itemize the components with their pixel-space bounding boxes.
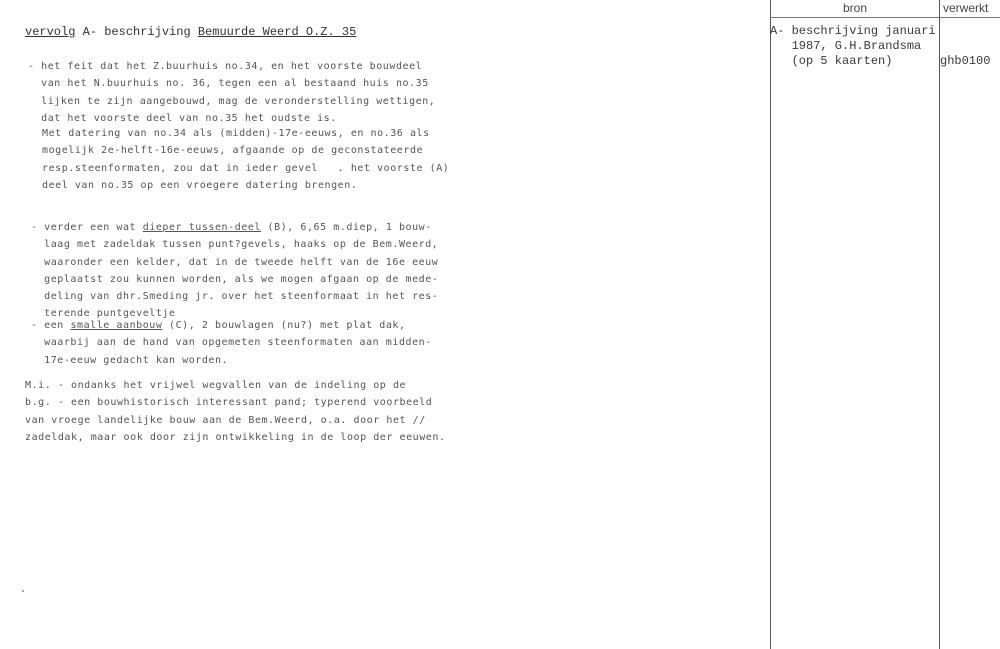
text-fragment: (C), 2 bouwlagen (nu?) met plat dak,	[162, 320, 406, 331]
text-line: waaronder een kelder, dat in de tweede helft van de 16e eeuw	[31, 256, 439, 268]
text-fragment: - verder een wat	[31, 222, 143, 233]
text-line: deling van dhr.Smeding jr. over het steenformaat in het res-	[31, 291, 439, 303]
column-header-verwerkt: verwerkt	[943, 1, 989, 15]
text-line: laag met zadeldak tussen punt?gevels, haaks op de Bem.Weerd,	[31, 239, 439, 251]
text-line: Met datering van no.34 als (midden)-17e-eeuws, en no.36 als	[42, 128, 430, 139]
paragraph-conclusion	[25, 377, 446, 446]
column-header-bron: bron	[843, 1, 868, 15]
heading-vervolg: vervolg	[25, 25, 76, 39]
text-line: M.i. - ondanks het vrijwel wegvallen van de indeling op de	[25, 380, 407, 391]
text-line: waarbij aan de hand van opgemeten steenformaten aan midden-	[31, 337, 432, 349]
verwerkt-code: ghb0100	[940, 54, 991, 68]
text-fragment: (B), 6,65 m.diep, 1 bouw-	[260, 222, 432, 233]
text-line: mogelijk 2e-helft-16e-eeuws, afgaande op de geconstateerde	[42, 145, 424, 157]
text-line: lijken te zijn aangebouwd, mag de veronderstelling wettigen,	[28, 95, 436, 107]
text-line: van vroege landelijke bouw aan de Bem.Weerd, o.a. door het //	[25, 414, 426, 426]
text-line: terende puntgeveltje	[31, 308, 176, 320]
paragraph-annex	[31, 317, 432, 369]
text-line	[31, 317, 432, 334]
text-line: b.g. - een bouwhistorisch interessant pand; typerend voorbeeld	[25, 397, 433, 409]
source-line: 1987, G.H.Brandsma	[770, 39, 922, 53]
underlined-term: dieper tussen-deel	[142, 222, 261, 233]
text-fragment: - een	[31, 320, 71, 331]
text-line: zadeldak, maar ook door zijn ontwikkeling in de loop der eeuwen.	[25, 431, 446, 443]
underlined-term: smalle aanbouw	[70, 320, 163, 331]
text-line: - het feit dat het Z.buurhuis no.34, en het voorste bouwdeel	[28, 61, 423, 72]
source-line: A- beschrijving januari	[770, 24, 936, 38]
heading-description: A- beschrijving	[75, 25, 198, 39]
source-line: (op 5 kaarten)	[770, 54, 893, 68]
table-left-border	[770, 0, 771, 649]
page-heading	[25, 25, 356, 39]
source-table-grid	[770, 0, 1000, 649]
text-line: deel van no.35 op een vroegere datering brengen.	[42, 179, 358, 191]
scan-speck	[22, 590, 24, 592]
text-line: van het N.buurhuis no. 36, tegen een al bestaand huis no.35	[28, 78, 429, 90]
paragraph-middle-part	[31, 219, 438, 323]
paragraph-dating	[42, 125, 449, 194]
table-header-divider	[770, 17, 1000, 18]
text-line	[31, 219, 438, 236]
heading-address: Bemuurde Weerd O.Z. 35	[197, 25, 357, 39]
paragraph-oldest-part	[28, 58, 435, 127]
text-line: dat het voorste deel van no.35 het oudste is.	[28, 112, 337, 124]
text-line: resp.steenformaten, zou dat in ieder gevel . het voorste (A)	[42, 162, 450, 174]
source-entry	[770, 24, 936, 69]
text-line: 17e-eeuw gedacht kan worden.	[31, 354, 229, 366]
text-line: geplaatst zou kunnen worden, als we mogen afgaan op de mede-	[31, 273, 439, 285]
table-column-divider	[939, 0, 940, 649]
